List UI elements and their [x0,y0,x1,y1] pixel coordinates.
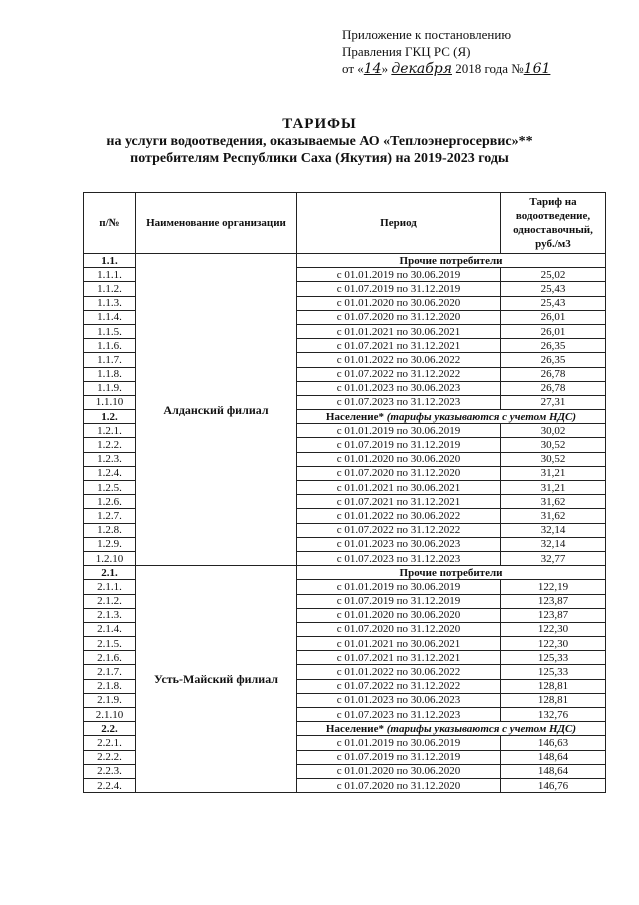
title-line-2: на услуги водоотведения, оказываемые АО «Теплоэнергосервис»** [106,134,533,149]
row-period: с 01.01.2021 по 30.06.2021 [297,481,501,495]
row-number: 2.1.8. [84,679,136,693]
row-number: 2.2.4. [84,778,136,792]
category-note: (тарифы указываются с учетом НДС) [386,410,577,423]
date-day: 14 [363,61,382,77]
group-number: 1.2. [84,410,136,424]
row-number: 1.1.10 [84,395,136,409]
row-period: с 01.07.2022 по 31.12.2022 [297,523,501,537]
row-period: с 01.07.2021 по 31.12.2021 [297,339,501,353]
date-suffix: 2018 года № [452,61,524,76]
table-body [84,254,606,793]
row-tariff: 148,64 [501,750,606,764]
row-period: с 01.01.2019 по 30.06.2019 [297,736,501,750]
row-number: 2.2.2. [84,750,136,764]
row-tariff: 122,30 [501,637,606,651]
row-tariff: 122,30 [501,622,606,636]
row-number: 1.1.2. [84,282,136,296]
row-tariff: 26,01 [501,310,606,324]
row-number: 2.1.1. [84,580,136,594]
row-tariff: 31,62 [501,509,606,523]
row-period: с 01.07.2019 по 31.12.2019 [297,594,501,608]
row-period: с 01.07.2023 по 31.12.2023 [297,395,501,409]
row-tariff: 30,02 [501,424,606,438]
decree-number: 161 [523,61,551,77]
row-number: 2.1.3. [84,608,136,622]
row-number: 2.1.9. [84,693,136,707]
row-number: 1.2.5. [84,481,136,495]
row-period: с 01.07.2020 по 31.12.2020 [297,466,501,480]
date-month: декабря [391,61,452,77]
row-period: с 01.07.2022 по 31.12.2022 [297,367,501,381]
row-number: 1.2.4. [84,466,136,480]
row-number: 1.1.9. [84,381,136,395]
row-number: 1.2.10 [84,551,136,565]
row-period: с 01.01.2022 по 30.06.2022 [297,353,501,367]
row-number: 1.2.7. [84,509,136,523]
row-tariff: 123,87 [501,608,606,622]
consumer-category [297,410,606,424]
group-number: 1.1. [84,254,136,268]
appendix-line-1: Приложение к постановлению [342,27,512,42]
row-period: с 01.01.2023 по 30.06.2023 [297,381,501,395]
row-tariff: 132,76 [501,708,606,722]
row-number: 1.2.6. [84,495,136,509]
row-number: 1.1.8. [84,367,136,381]
row-tariff: 31,21 [501,481,606,495]
consumer-category [297,722,606,736]
table-header-row [84,193,606,254]
date-mid: » [381,61,392,76]
row-tariff: 26,78 [501,381,606,395]
row-number: 1.1.6. [84,339,136,353]
row-tariff: 31,62 [501,495,606,509]
organization-name: Усть-Майский филиал [136,566,297,793]
group-number: 2.1. [84,566,136,580]
row-number: 1.2.1. [84,424,136,438]
row-number: 1.2.2. [84,438,136,452]
row-period: с 01.07.2023 по 31.12.2023 [297,708,501,722]
row-number: 1.2.9. [84,537,136,551]
row-period: с 01.07.2020 по 31.12.2020 [297,622,501,636]
row-period: с 01.07.2023 по 31.12.2023 [297,551,501,565]
row-tariff: 26,01 [501,324,606,338]
row-period: с 01.07.2019 по 31.12.2019 [297,282,501,296]
organization-name: Алданский филиал [136,254,297,566]
row-number: 1.1.1. [84,268,136,282]
row-period: с 01.01.2023 по 30.06.2023 [297,693,501,707]
row-period: с 01.01.2019 по 30.06.2019 [297,268,501,282]
row-number: 2.1.7. [84,665,136,679]
row-number: 2.1.6. [84,651,136,665]
row-tariff: 26,35 [501,353,606,367]
row-period: с 01.07.2021 по 31.12.2021 [297,651,501,665]
row-tariff: 146,76 [501,778,606,792]
row-tariff: 30,52 [501,452,606,466]
row-tariff: 128,81 [501,679,606,693]
row-period: с 01.01.2020 по 30.06.2020 [297,452,501,466]
row-tariff: 25,43 [501,296,606,310]
row-period: с 01.07.2021 по 31.12.2021 [297,495,501,509]
row-tariff: 30,52 [501,438,606,452]
header-period: Период [297,193,501,254]
header-org: Наименование организации [136,193,297,254]
row-period: с 01.07.2019 по 31.12.2019 [297,438,501,452]
row-period: с 01.07.2020 по 31.12.2020 [297,778,501,792]
row-tariff: 123,87 [501,594,606,608]
row-period: с 01.01.2021 по 30.06.2021 [297,324,501,338]
category-label: Прочие потребители [399,566,503,579]
row-tariff: 125,33 [501,651,606,665]
tariff-table [83,192,606,793]
row-period: с 01.01.2023 по 30.06.2023 [297,537,501,551]
row-number: 2.2.1. [84,736,136,750]
appendix-line-2: Правления ГКЦ РС (Я) [342,44,471,59]
category-note: (тарифы указываются с учетом НДС) [386,722,577,735]
row-period: с 01.01.2019 по 30.06.2019 [297,580,501,594]
row-tariff: 128,81 [501,693,606,707]
appendix-line-3 [342,60,550,78]
row-period: с 01.01.2021 по 30.06.2021 [297,637,501,651]
row-number: 1.1.7. [84,353,136,367]
category-row [84,254,606,268]
category-row [84,566,606,580]
row-tariff: 146,63 [501,736,606,750]
row-period: с 01.07.2020 по 31.12.2020 [297,310,501,324]
group-number: 2.2. [84,722,136,736]
row-number: 2.2.3. [84,764,136,778]
row-period: с 01.01.2019 по 30.06.2019 [297,424,501,438]
row-number: 1.1.5. [84,324,136,338]
row-number: 2.1.5. [84,637,136,651]
category-label: Прочие потребители [399,254,503,267]
appendix-header [342,26,550,78]
row-period: с 01.07.2019 по 31.12.2019 [297,750,501,764]
row-number: 1.2.3. [84,452,136,466]
row-period: с 01.01.2020 по 30.06.2020 [297,764,501,778]
header-num: п/№ [84,193,136,254]
row-tariff: 26,35 [501,339,606,353]
row-tariff: 148,64 [501,764,606,778]
row-number: 2.1.2. [84,594,136,608]
row-tariff: 32,14 [501,523,606,537]
row-tariff: 32,77 [501,551,606,565]
row-number: 1.2.8. [84,523,136,537]
category-label: Население* [325,722,387,735]
row-number: 2.1.4. [84,622,136,636]
row-number: 1.1.3. [84,296,136,310]
category-label: Население* [325,410,387,423]
row-tariff: 125,33 [501,665,606,679]
row-tariff: 31,21 [501,466,606,480]
row-tariff: 26,78 [501,367,606,381]
row-tariff: 25,43 [501,282,606,296]
row-tariff: 122,19 [501,580,606,594]
row-number: 2.1.10 [84,708,136,722]
row-period: с 01.07.2022 по 31.12.2022 [297,679,501,693]
document-title [0,116,639,167]
consumer-category [297,254,606,268]
header-tariff: Тариф на водоотведение, одноставочный, руб./м3 [501,193,606,254]
row-period: с 01.01.2020 по 30.06.2020 [297,608,501,622]
date-prefix: от « [342,61,364,76]
row-period: с 01.01.2022 по 30.06.2022 [297,509,501,523]
row-tariff: 25,02 [501,268,606,282]
row-period: с 01.01.2022 по 30.06.2022 [297,665,501,679]
row-period: с 01.01.2020 по 30.06.2020 [297,296,501,310]
consumer-category [297,566,606,580]
row-tariff: 32,14 [501,537,606,551]
row-tariff: 27,31 [501,395,606,409]
title-main: ТАРИФЫ [282,116,357,132]
row-number: 1.1.4. [84,310,136,324]
title-line-3: потребителям Республики Саха (Якутия) на 2019-2023 годы [130,151,509,166]
